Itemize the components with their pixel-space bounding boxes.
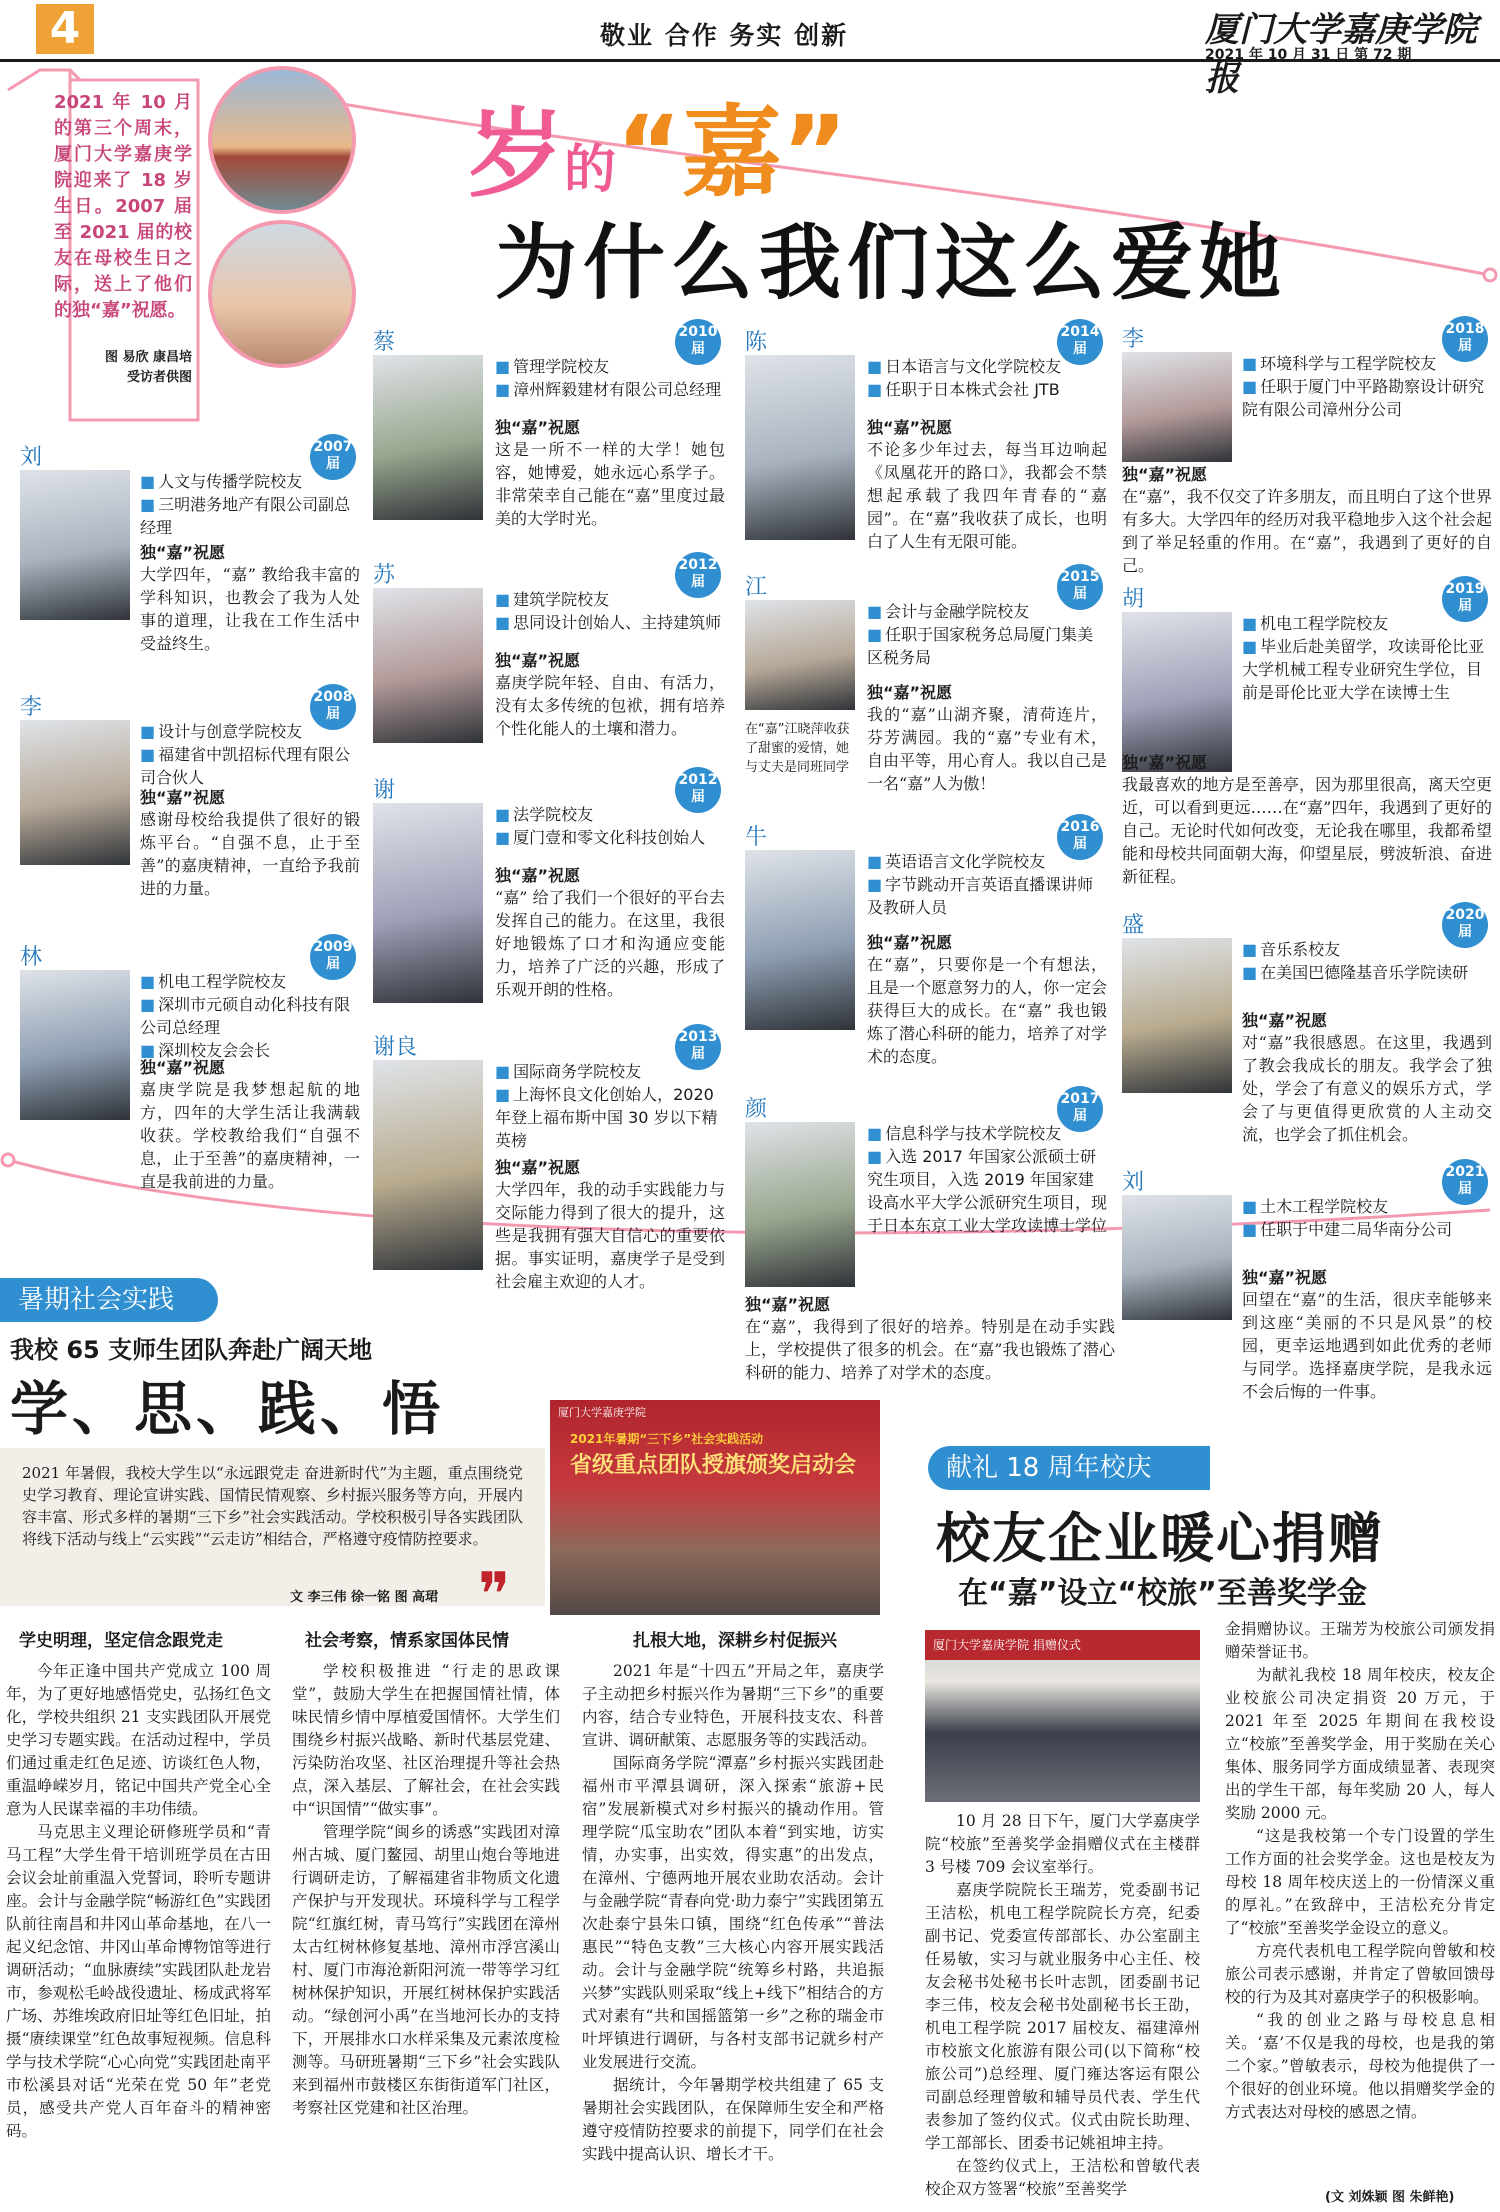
wish-label: 独“嘉”祝愿 xyxy=(1122,753,1208,772)
hearts-photo xyxy=(208,220,356,368)
class-year-badge: 2012 届 xyxy=(675,767,721,813)
alumni-wish-block xyxy=(140,540,360,655)
alumni-wish: 嘉庚学院年轻、自由、有活力，没有太多传统的包袱，拥有培养个性化能人的土壤和潜力。 xyxy=(495,673,725,738)
alumni-wish: 在“嘉”，我得到了很好的培养。特别是在动手实践上，学校提供了很多的机会。在“嘉”我也锻炼了潜心科研的能力、培养了对学术的态度。 xyxy=(745,1317,1115,1382)
alumni-info-line: ■ 土木工程学院校友 xyxy=(1242,1195,1492,1218)
alumni-name: 江 xyxy=(745,575,768,600)
alumni-info-line: ■ 任职于日本株式会社 JTB xyxy=(867,378,1107,401)
alumni-info xyxy=(495,355,725,401)
wish-label: 独“嘉”祝愿 xyxy=(1122,465,1208,484)
alumni-info-line: ■ 国际商务学院校友 xyxy=(495,1060,725,1083)
wish-label: 独“嘉”祝愿 xyxy=(140,788,226,807)
practice-col1-body: 今年正逢中国共产党成立 100 周年，为了更好地感悟党史，弘扬红色文化，学校共组织 21 支实践团队开展党史学习专题实践。在活动过程中，学员们通过重走红色足迹、访谈红色人物，重温峥嵘岁月，铭记中国共产党全心全意为人民谋幸福的丰功伟绩。 马克思主义理论研修班学员和“青马工程”大学生骨干培训班学员在古田会议会址前重温入党誓词，聆听专题讲座。会计与金融学院“畅游红色”实践团队前往南昌和井冈山革命基地，在八一起义纪念馆、井冈山革命博物馆等进行调研活动；“血脉赓续”实践团队赴龙岩市，参观松毛岭战役遗址、杨成武将军广场、苏维埃政府旧址等红色旧址，拍摄“赓续课堂”红色故事短视频。信息科学与技术学院“心心向党”实践团赴南平市松溪县对话“光荣在党 50 年”老党员，感受共产党人百年奋斗的精神密码。 xyxy=(6,1662,271,2140)
alumni-info-line: ■ 毕业后赴美留学，攻读哥伦比亚大学机械工程专业研究生学位，目前是哥伦比亚大学在读博士生 xyxy=(1242,635,1492,704)
alumni-info-line: ■ 法学院校友 xyxy=(495,803,725,826)
alumni-name: 牛 xyxy=(745,825,768,850)
alumni-info-line: ■ 上海怀良文化创始人，2020 年登上福布斯中国 30 岁以下精英榜 xyxy=(495,1083,725,1152)
alumni-info-line: ■ 字节跳动开言英语直播课讲师及教研人员 xyxy=(867,873,1107,919)
alumni-wish-block xyxy=(495,648,725,740)
class-year-badge: 2010 届 xyxy=(675,319,721,365)
alumni-info-line: ■ 建筑学院校友 xyxy=(495,588,725,611)
donation-col2: 金捐赠协议。王瑞芳为校旅公司颁发捐赠荣誉证书。 为献礼我校 18 周年校庆，校友企业校旅公司决定捐资 20 万元，于 2021 年至 2025 年期间在我校设立“校旅”至善奖学金，用于奖励在关心集体、服务同学方面成绩显著、表现突出的学生干部，每年奖励 20 人，每人奖励 2000 元。 “这是我校第一个专门设置的学生工作方面的社会奖学金。这也是校友为母校 18 周年校庆送上的一份情深义重的厚礼。”在致辞中，王洁松充分肯定了“校旅”至善奖学金设立的意义。 方亮代表机电工程学院向曾敏和校旅公司表示感谢，并肯定了曾敏回馈母校的行为及其对嘉庚学子的积极影响。 “我的创业之路与母校息息相关。‘嘉’不仅是我的母校，也是我的第二个家。”曾敏表示，母校为他提供了一个很好的创业环境。他以捐赠奖学金的方式表达对母校的感恩之情。 xyxy=(1225,1620,1495,2121)
alumni-info-line: ■ 机电工程学院校友 xyxy=(140,970,360,993)
class-year-badge: 2015 届 xyxy=(1057,564,1103,610)
donation-col1: 10 月 28 日下午，厦门大学嘉庚学院“校旅”至善奖学金捐赠仪式在主楼群 3 号楼 709 会议室举行。 嘉庚学院院长王瑞芳，党委副书记王洁松，机电工程学院院长方亮，纪委副书记、党委宣传部部长、办公室副主任易敏，实习与就业服务中心主任、校友会秘书处秘书长叶志凯，团委副书记李三伟，校友会秘书处副秘书长王劭，机电工程学院 2017 届校友、福建漳州市校旅文化旅游有限公司(以下简称“校旅公司”)总经理、厦门雍达客运有限公司副总经理曾敏和辅导员代表、学生代表参加了签约仪式。仪式由院长助理、学工部部长、团委书记姚祖坤主持。 在签约仪式上，王洁松和曾敏代表校企双方签署“校旅”至善奖学 xyxy=(925,1812,1200,2198)
alumni-info xyxy=(1242,938,1492,984)
alumni-info-line: ■ 音乐系校友 xyxy=(1242,938,1492,961)
practice-lead: 2021 年暑假，我校大学生以“永远跟党走 奋进新时代”为主题，重点围绕党史学习教育、理论宣讲实践、国情民情观察、乡村振兴服务等方向，开展内容丰富、形式多样的暑期“三下乡”社会实践活动。学校积极引导各实践团队将线下活动与线上“云实践”“云走访”相结合，严格遵守疫情防控要求。 xyxy=(0,1448,545,1606)
class-year-badge: 2013 届 xyxy=(675,1024,721,1070)
alumni-wish-block xyxy=(745,1292,1115,1384)
alumni-portrait xyxy=(373,588,483,743)
class-year-badge: 2019 届 xyxy=(1442,576,1488,622)
alumni-portrait xyxy=(745,355,855,540)
alumni-info-line: ■ 设计与创意学院校友 xyxy=(140,720,360,743)
feature-credit: 图 易欣 康昌培 受访者供图 xyxy=(104,350,192,385)
alumni-info xyxy=(867,1122,1107,1237)
photo-caption: 在“嘉”江晓萍收获了甜蜜的爱情，她与丈夫是同班同学 xyxy=(745,722,850,775)
alumni-wish-block xyxy=(495,415,725,530)
header-slogan: 敬业 合作 务实 创新 xyxy=(600,21,849,50)
alumni-portrait xyxy=(373,803,483,1003)
alumni-info-line: ■ 在美国巴德隆基音乐学院读研 xyxy=(1242,961,1492,984)
alumni-wish: 大学四年，“嘉” 教给我丰富的学科知识，也教会了我为人处事的道理，让我在工作生活中受益终生。 xyxy=(140,565,360,653)
alumni-name: 林 xyxy=(20,945,43,970)
class-year-badge: 2012 届 xyxy=(675,552,721,598)
alumni-name: 谢良 xyxy=(373,1035,418,1060)
practice-col3-body: 2021 年是“十四五”开局之年，嘉庚学子主动把乡村振兴作为暑期“三下乡”的重要内容，结合专业特色，开展科技支农、科普宣讲、调研献策、志愿服务等的实践活动。 国际商务学院“潭嘉”乡村振兴实践团赴福州市平潭县调研，深入探索“旅游+民宿”发展新模式对乡村振兴的撬动作用。管理学院“瓜宝助农”团队本着“到实地，访实情，办实事，出实效，得实惠”的出发点，在漳州、宁德两地开展农业助农活动。会计与金融学院“青春向党·助力泰宁”实践团第五次赴泰宁县朱口镇，围绕“红色传承”“普法惠民”“特色支教”三大核心内容开展实践活动。会计与金融学院“统筹乡村路，共追振兴梦”实践队则采取“线上+线下”相结合的方式对素有“共和国摇篮第一乡”之称的瑞金市叶坪镇进行调研，与各村支部书记就乡村产业发展进行交流。 据统计，今年暑期学校共组建了 65 支暑期社会实践团队，在保障师生安全和严格遵守疫情防控要求的前提下，同学们在社会实践中提高认识、增长才干。 xyxy=(582,1662,884,2163)
wish-label: 独“嘉”祝愿 xyxy=(495,1158,581,1177)
alumni-info-line: ■ 信息科学与技术学院校友 xyxy=(867,1122,1107,1145)
alumni-portrait xyxy=(1122,1195,1232,1320)
alumni-wish: 嘉庚学院是我梦想起航的地方，四年的大学生活让我满载收获。学校教给我们“自强不息，止于至善”的嘉庚精神，一直是我前进的力量。 xyxy=(140,1080,360,1191)
practice-title: 学、思、践、悟 xyxy=(10,1375,445,1443)
alumni-info-line: ■ 深圳校友会会长 xyxy=(140,1039,360,1062)
class-year-badge: 2014 届 xyxy=(1057,319,1103,365)
practice-col2-heading: 社会考察，情系家国体民情 xyxy=(305,1631,509,1651)
wish-label: 独“嘉”祝愿 xyxy=(140,543,226,562)
alumni-name: 李 xyxy=(20,695,43,720)
alumni-portrait xyxy=(745,600,855,710)
practice-col3-heading: 扎根大地，深耕乡村促振兴 xyxy=(633,1631,837,1651)
class-year-badge: 2008 届 xyxy=(310,684,356,730)
alumni-info-line: ■ 机电工程学院校友 xyxy=(1242,612,1492,635)
alumni-wish: 在“嘉”，我不仅交了许多朋友，而且明白了这个世界有多大。大学四年的经历对我平稳地步入这个社会起到了举足轻重的作用。在“嘉”，我遇到了更好的自己。 xyxy=(1122,487,1492,575)
wish-label: 独“嘉”祝愿 xyxy=(867,933,953,952)
alumni-info xyxy=(867,600,1107,669)
alumni-info xyxy=(867,850,1107,919)
wish-label: 独“嘉”祝愿 xyxy=(1242,1011,1328,1030)
class-year-badge: 2017 届 xyxy=(1057,1086,1103,1132)
feature-title-main: 为什么我们这么爱她 xyxy=(495,216,1288,311)
alumni-info-line: ■ 入选 2017 年国家公派硕士研究生项目，入选 2019 年国家建设高水平大学公派研究生项目，现于日本东京工业大学攻读博士学位 xyxy=(867,1145,1107,1237)
alumni-wish-block xyxy=(140,785,360,900)
feature-intro: 2021 年 10 月的第三个周末，厦门大学嘉庚学院迎来了 18 岁生日。2007 届至 2021 届的校友在母校生日之际，送上了他们的独“嘉”祝愿。 xyxy=(54,92,192,321)
alumni-portrait xyxy=(20,470,130,620)
alumni-name: 苏 xyxy=(373,563,396,588)
alumni-name: 刘 xyxy=(1122,1170,1145,1195)
alumni-name: 李 xyxy=(1122,327,1145,352)
alumni-info xyxy=(867,355,1107,401)
alumni-portrait xyxy=(1122,352,1232,462)
alumni-wish: 我最喜欢的地方是至善亭，因为那里很高，离天空更近，可以看到更远……在“嘉”四年，我遇到了更好的自己。无论时代如何改变，无论我在哪里，我都希望能和母校共同面朝大海，仰望星辰，劈波斩浪、奋进新征程。 xyxy=(1122,775,1492,886)
quote-mark-icon: ❞ xyxy=(478,1560,511,1630)
wish-label: 独“嘉”祝愿 xyxy=(1242,1268,1328,1287)
wish-label: 独“嘉”祝愿 xyxy=(867,418,953,437)
alumni-wish: 大学四年，我的动手实践能力与交际能力得到了很大的提升，这些是我拥有强大自信心的重要依据。事实证明，嘉庚学子是受到社会雇主欢迎的人才。 xyxy=(495,1180,725,1291)
alumni-name: 谢 xyxy=(373,778,396,803)
alumni-info xyxy=(495,1060,725,1152)
practice-subtitle: 我校 65 支师生团队奔赴广阔天地 xyxy=(10,1336,373,1364)
alumni-info-line: ■ 管理学院校友 xyxy=(495,355,725,378)
alumni-info-line: ■ 人文与传播学院校友 xyxy=(140,470,360,493)
alumni-portrait xyxy=(745,850,855,1030)
alumni-info-line: ■ 深圳市元硕自动化科技有限公司总经理 xyxy=(140,993,360,1039)
alumni-wish-block xyxy=(495,1155,725,1293)
alumni-name: 胡 xyxy=(1122,587,1145,612)
wish-label: 独“嘉”祝愿 xyxy=(495,418,581,437)
alumni-wish: 我的“嘉”山湖齐聚，清荷连片，芬芳满园。我的“嘉”专业有术，自由平等，用心育人。我以自己是一名“嘉”人为傲！ xyxy=(867,705,1108,793)
alumni-name: 颜 xyxy=(745,1097,768,1122)
alumni-wish: 这是一所不一样的大学！她包容，她博爱，她永远心系学子。非常荣幸自己能在“嘉”里度过最美的大学时光。 xyxy=(495,440,725,528)
alumni-wish: 回望在“嘉”的生活，很庆幸能够来到这座“美丽的不只是风景”的校园，更幸运地遇到如此优秀的老师与同学。选择嘉庚学院，是我永远不会后悔的一件事。 xyxy=(1242,1290,1492,1401)
alumni-portrait xyxy=(20,720,130,865)
alumni-info-line: ■ 思同设计创始人、主持建筑师 xyxy=(495,611,725,634)
alumni-info xyxy=(1242,612,1492,704)
wish-label: 独“嘉”祝愿 xyxy=(495,866,581,885)
alumni-portrait xyxy=(373,1060,483,1270)
alumni-wish-block xyxy=(1122,750,1492,888)
alumni-portrait xyxy=(1122,612,1232,772)
practice-photo: 厦门大学嘉庚学院 2021年暑期“三下乡”社会实践活动 省级重点团队授旗颁奖启动会 xyxy=(550,1400,880,1615)
wish-label: 独“嘉”祝愿 xyxy=(867,683,953,702)
alumni-info-line: ■ 会计与金融学院校友 xyxy=(867,600,1107,623)
alumni-info-line: ■ 任职于中建二局华南分公司 xyxy=(1242,1218,1492,1241)
alumni-portrait xyxy=(373,355,483,520)
alumni-wish-block xyxy=(867,680,1107,795)
alumni-wish-block xyxy=(140,1055,360,1193)
alumni-info-line: ■ 日本语言与文化学院校友 xyxy=(867,355,1107,378)
section-tag-practice: 暑期社会实践 xyxy=(0,1278,218,1322)
alumni-wish-block xyxy=(1122,462,1492,577)
practice-col2-body: 学校积极推进 “行走的思政课堂”，鼓励大学生在把握国情社情，体味民情乡情中厚植爱国情怀。大学生们围绕乡村振兴战略、新时代基层党建、污染防治攻坚、社区治理提升等社会热点，深入基层、了解社会，在社会实践中“识国情”“做实事”。 管理学院“闽乡的诱惑”实践团对漳州古城、厦门鳌园、胡里山炮台等地进行调研走访，了解福建省非物质文化遗产保护与开发现状。环境科学与工程学院“红旗红树，青马笃行”实践团在漳州太古红树林修复基地、漳州市浮宫溪山村、厦门市海沧新阳河流一带等学习红树林保护知识，开展红树林保护实践活动。“绿创河小禹”在当地河长办的支持下，开展排水口水样采集及元素浓度检测等。马研班暑期“三下乡”社会实践队来到福州市鼓楼区东街街道军门社区，考察社区党建和社区治理。 xyxy=(292,1662,560,2117)
alumni-info xyxy=(1242,1195,1492,1241)
alumni-info-line: ■ 漳州辉毅建材有限公司总经理 xyxy=(495,378,725,401)
donation-photo: 厦门大学嘉庚学院 捐赠仪式 xyxy=(925,1630,1200,1802)
alumni-info-line: ■ 任职于国家税务总局厦门集美区税务局 xyxy=(867,623,1107,669)
alumni-info-line: ■ 环境科学与工程学院校友 xyxy=(1242,352,1492,375)
alumni-wish: “嘉” 给了我们一个很好的平台去发挥自己的能力。在这里，我很好地锻炼了口才和沟通应变能力，培养了广泛的兴趣，形成了乐观开朗的性格。 xyxy=(495,888,725,999)
alumni-name: 蔡 xyxy=(373,330,396,355)
campus-photo xyxy=(208,66,356,214)
alumni-info-line: ■ 厦门壹和零文化科技创始人 xyxy=(495,826,725,849)
newspaper-name: 厦门大学嘉庚学院报 xyxy=(1205,10,1477,99)
class-year-badge: 2007 届 xyxy=(310,434,356,480)
class-year-badge: 2018 届 xyxy=(1442,316,1488,362)
alumni-name: 盛 xyxy=(1122,913,1145,938)
wish-label: 独“嘉”祝愿 xyxy=(140,1058,226,1077)
section-tag-donation: 献礼 18 周年校庆 xyxy=(928,1446,1210,1490)
alumni-info-line: ■ 英语语言文化学院校友 xyxy=(867,850,1107,873)
alumni-portrait xyxy=(745,1122,855,1287)
alumni-name: 陈 xyxy=(745,330,768,355)
alumni-portrait xyxy=(1122,938,1232,1093)
alumni-wish: 感谢母校给我提供了很好的锻炼平台。“自强不息，止于至善”的嘉庚精神，一直给予我前进的力量。 xyxy=(140,810,360,898)
class-year-badge: 2016 届 xyxy=(1057,814,1103,860)
alumni-portrait xyxy=(20,970,130,1120)
feature-title-top: 岁的“嘉” xyxy=(468,94,848,211)
donation-title: 校友企业暖心捐赠 xyxy=(936,1507,1384,1570)
page-number: 4 xyxy=(36,4,94,54)
alumni-wish: 不论多少年过去，每当耳边响起《凤凰花开的路口》，我都会不禁想起承载了我四年青春的“嘉园”。在“嘉”我收获了成长，也明白了人生有无限可能。 xyxy=(867,440,1107,551)
class-year-badge: 2021 届 xyxy=(1442,1159,1488,1205)
alumni-info xyxy=(140,470,360,539)
issue-date: 2021 年 10 月 31 日 第 72 期 xyxy=(1205,47,1412,63)
alumni-name: 刘 xyxy=(20,445,43,470)
donation-byline: (文 刘姝颖 图 朱鲜艳) xyxy=(1325,2186,1454,2205)
wish-label: 独“嘉”祝愿 xyxy=(745,1295,831,1314)
alumni-wish-block xyxy=(867,415,1107,553)
wish-label: 独“嘉”祝愿 xyxy=(495,651,581,670)
alumni-wish-block xyxy=(1242,1265,1492,1403)
practice-byline: 文 李三伟 徐一铭 图 高珺 xyxy=(290,1590,439,1605)
alumni-info xyxy=(1242,352,1492,421)
alumni-wish-block xyxy=(1242,1008,1492,1146)
alumni-info xyxy=(140,970,360,1062)
alumni-wish: 对“嘉”我很感恩。在这里，我遇到了教会我成长的朋友。我学会了独处，学会了有意义的娱乐方式，学会了与更值得更欣赏的人主动交流，也学会了抓住机会。 xyxy=(1242,1033,1492,1144)
class-year-badge: 2009 届 xyxy=(310,934,356,980)
alumni-info xyxy=(495,588,725,634)
alumni-info xyxy=(495,803,725,849)
alumni-wish-block xyxy=(495,863,725,1001)
alumni-info-line: ■ 任职于厦门中平路勘察设计研究院有限公司漳州分公司 xyxy=(1242,375,1492,421)
alumni-info-line: ■ 三明港务地产有限公司副总经理 xyxy=(140,493,360,539)
class-year-badge: 2020 届 xyxy=(1442,902,1488,948)
alumni-wish: 在“嘉”，只要你是一个有想法，且是一个愿意努力的人，你一定会获得巨大的成长。在“嘉” 我也锻炼了潜心科研的能力，培养了对学术的态度。 xyxy=(867,955,1108,1066)
donation-subtitle: 在“嘉”设立“校旅”至善奖学金 xyxy=(958,1576,1367,1611)
alumni-info-line: ■ 福建省中凯招标代理有限公司合伙人 xyxy=(140,743,360,789)
alumni-wish-block xyxy=(867,930,1107,1068)
alumni-info xyxy=(140,720,360,789)
practice-col1-heading: 学史明理，坚定信念跟党走 xyxy=(19,1631,223,1651)
